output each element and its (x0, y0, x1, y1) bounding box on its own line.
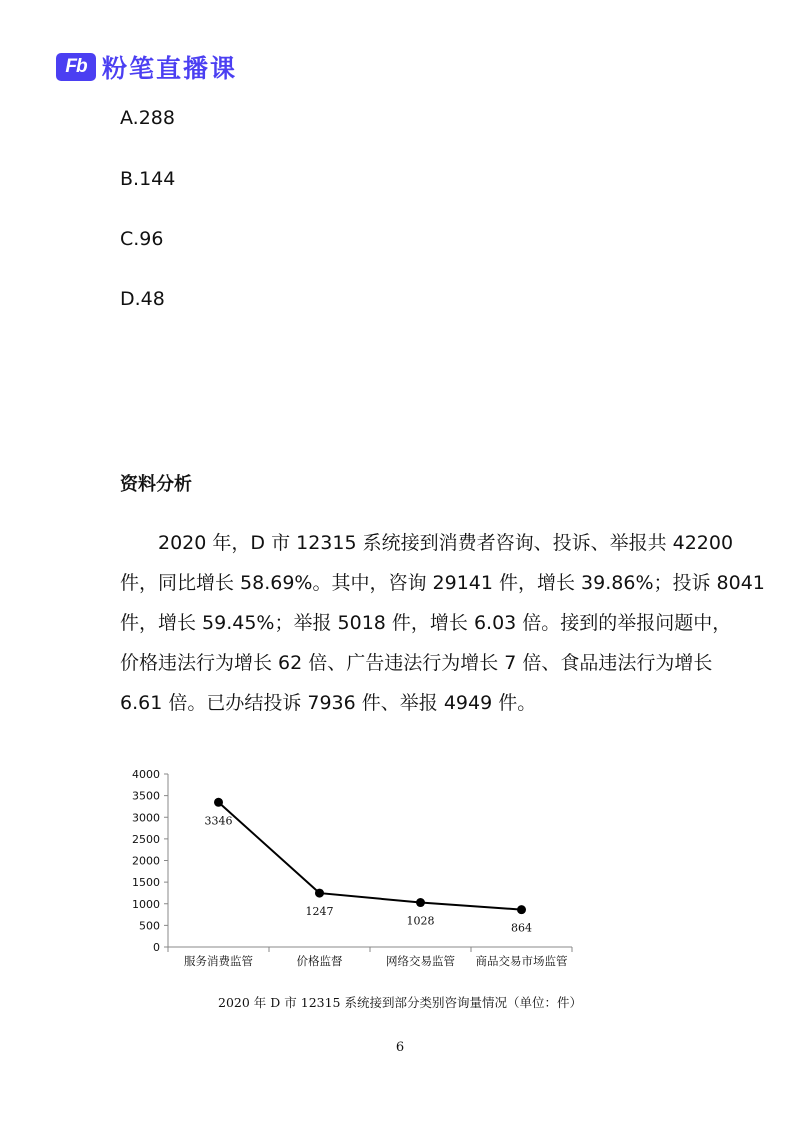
y-tick-label: 2500 (132, 832, 160, 846)
paragraph-line: 价格违法行为增长 62 倍、广告违法行为增长 7 倍、食品违法行为增长 (120, 652, 713, 674)
paragraph-line: 6.61 倍。已办结投诉 7936 件、举报 4949 件。 (120, 692, 537, 714)
brand-mark-icon: Fb (56, 53, 96, 81)
data-label: 1247 (305, 905, 334, 919)
x-tick-label: 网络交易监管 (386, 954, 455, 968)
section-title: 资料分析 (120, 474, 192, 495)
data-point (315, 889, 324, 898)
data-label: 1028 (406, 914, 435, 928)
paragraph-line: 件，增长 59.45%；举报 5018 件，增长 6.03 倍。接到的举报问题中， (120, 612, 732, 634)
data-label: 3346 (204, 814, 233, 828)
chart-svg (110, 760, 590, 985)
x-tick-label: 服务消费监管 (184, 954, 253, 968)
y-tick-label: 500 (139, 919, 160, 933)
option-b: B.144 (120, 168, 176, 190)
page-number: 6 (395, 1040, 405, 1055)
paragraph-line: 2020 年，D 市 12315 系统接到消费者咨询、投诉、举报共 42200 (158, 532, 734, 554)
line-chart (110, 760, 590, 985)
data-label: 864 (511, 921, 532, 935)
option-a: A.288 (120, 107, 175, 129)
y-tick-label: 1500 (132, 876, 160, 890)
y-tick-label: 0 (153, 941, 160, 954)
x-tick-label: 商品交易市场监管 (475, 954, 568, 968)
y-tick-label: 2000 (132, 854, 160, 868)
chart-caption: 2020 年 D 市 12315 系统接到部分类别咨询量情况（单位：件） (218, 995, 582, 1010)
y-tick-label: 3000 (132, 811, 160, 825)
paragraph-line: 件，同比增长 58.69%。其中，咨询 29141 件，增长 39.86%；投诉 8041 (120, 572, 765, 594)
y-tick-label: 3500 (132, 789, 160, 803)
data-point (517, 905, 526, 914)
material-paragraph (120, 523, 765, 723)
option-c: C.96 (120, 228, 164, 250)
y-tick-label: 4000 (132, 768, 160, 781)
brand-name: 粉笔直播课 (102, 54, 238, 83)
data-point (214, 798, 223, 807)
brand-logo (56, 50, 237, 84)
data-point (416, 898, 425, 907)
option-d: D.48 (120, 288, 165, 310)
series-line (219, 802, 522, 909)
y-tick-label: 1000 (132, 897, 160, 911)
x-tick-label: 价格监督 (296, 954, 343, 968)
